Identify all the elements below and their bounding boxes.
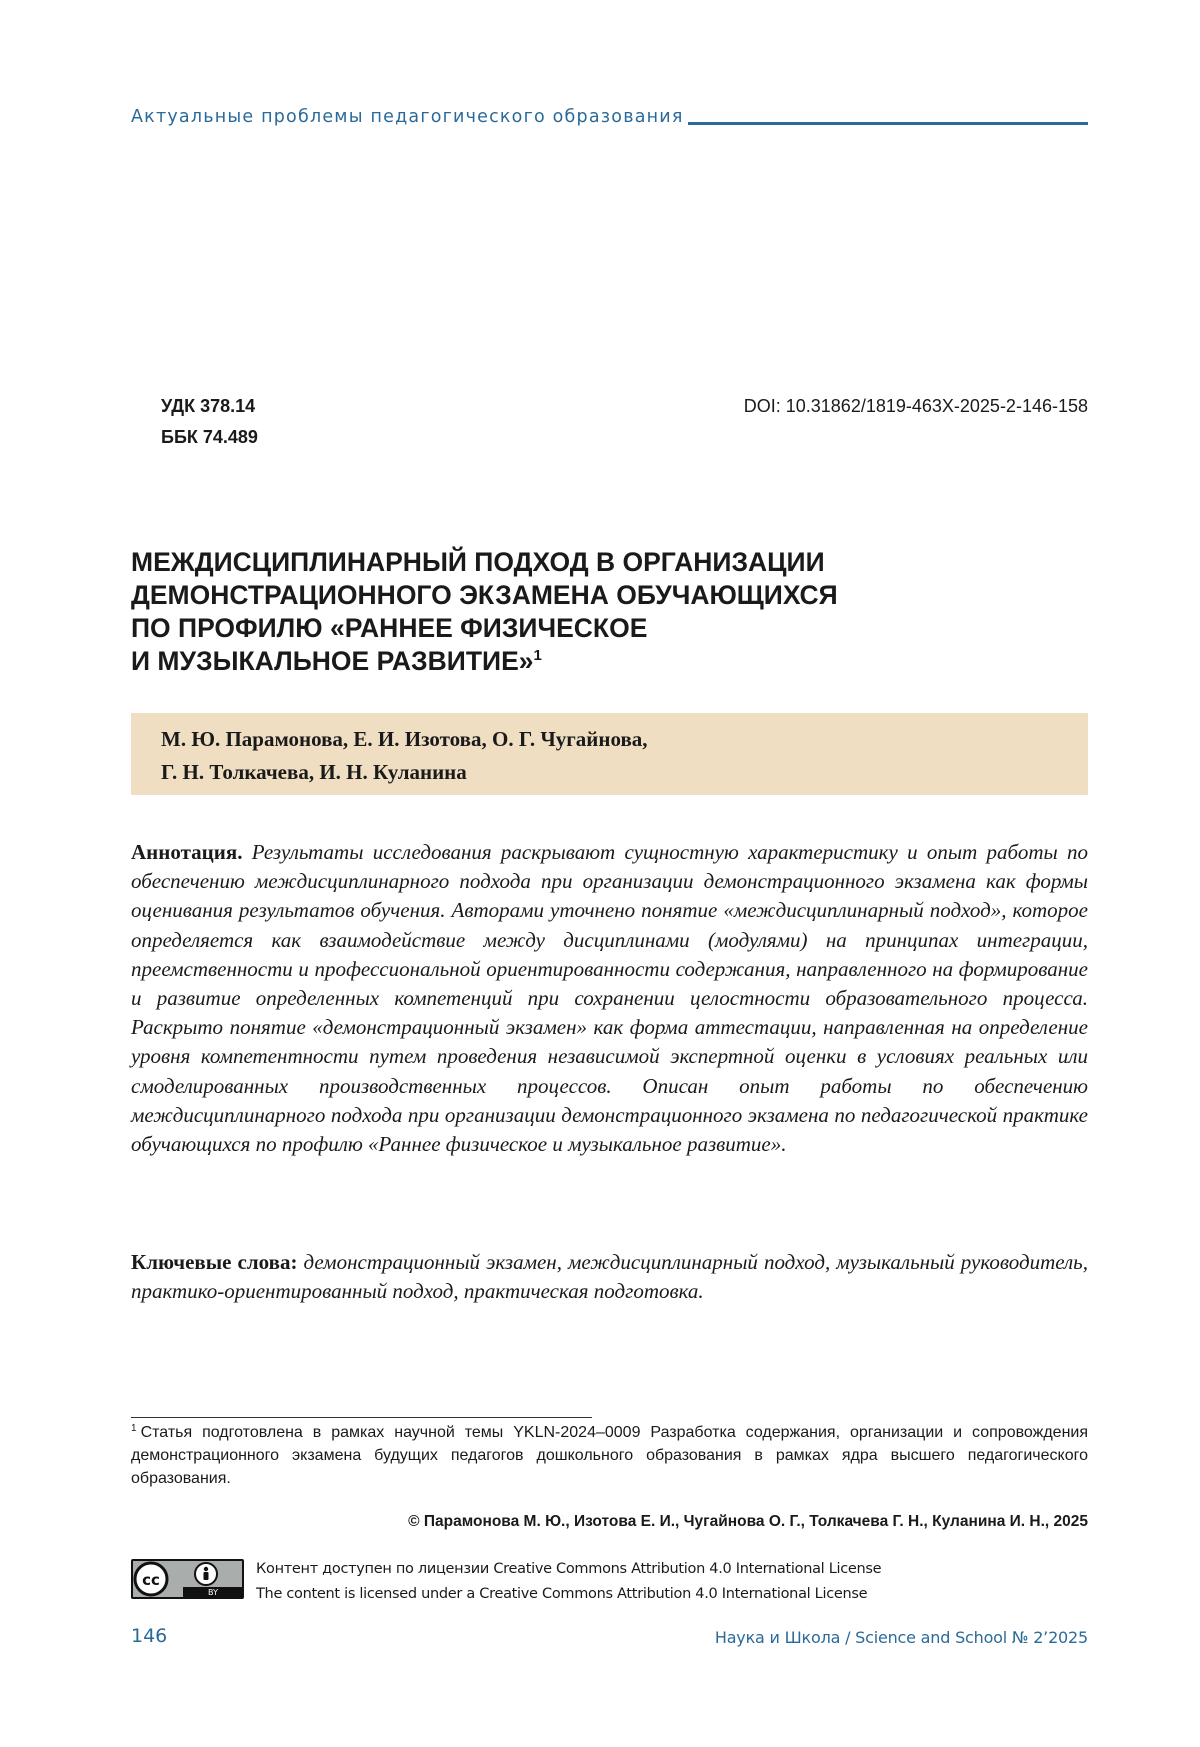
doi[interactable]: DOI: 10.31862/1819-463X-2025-2-146-158: [743, 396, 1088, 416]
cc-icon: [135, 1563, 167, 1595]
page-number: 146: [131, 1625, 168, 1647]
journal-info: Наука и Школа / Science and School № 2’2025: [714, 1628, 1088, 1647]
footnote-text: Статья подготовлена в рамках научной темы YKLN-2024–0009 Разработка содержания, организации и сопровождения демонстрационного экзамена будущих педагогов дошкольного образования в рамках ядра высшего педагогического образования.: [131, 1424, 1088, 1487]
cc-by-license-badge[interactable]: [131, 1559, 244, 1599]
annotation-label: Аннотация.: [131, 840, 243, 864]
article-title: [131, 546, 1031, 678]
svg-text:cc: cc: [142, 1571, 160, 1589]
title-line: ДЕМОНСТРАЦИОННОГО ЭКЗАМЕНА ОБУЧАЮЩИХСЯ: [131, 580, 838, 610]
license-line-ru[interactable]: Контент доступен по лицензии Creative Commons Attribution 4.0 International License: [256, 1561, 882, 1577]
footnote-mark: 1: [131, 1422, 137, 1434]
authors-line: М. Ю. Парамонова, Е. И. Изотова, О. Г. Чугайнова,: [161, 727, 648, 751]
badge-by-text: BY: [208, 1588, 218, 1597]
title-line: МЕЖДИСЦИПЛИНАРНЫЙ ПОДХОД В ОРГАНИЗАЦИИ: [131, 547, 825, 577]
title-line: [131, 645, 1031, 678]
footnote-rule: [131, 1417, 592, 1418]
annotation-text: Результаты исследования раскрывают сущностную характеристику и опыт работы по обеспечению междисциплинарного подхода при организации демонстрационного экзамена как формы оценивания результатов обучения. Авторами уточнено понятие «междисциплинарный подход», которое определяется как взаимодействие между дисциплинами (модулями) на принципах интеграции, преемственности и профессиональной ориентированности содержания, направленного на формирование и развитие определенных компетенций при сохранении целостности образовательного процесса. Раскрыто понятие «демонстрационный экзамен» как форма аттестации, направленная на определение уровня компетентности путем проведения независимой экспертной оценки в условиях реальных или смоделированных производственных процессов. Описан опыт работы по обеспечению междисциплинарного подхода при организации демонстрационного экзамена по педагогической практике обучающихся по профилю «Раннее физическое и музыкальное развитие».: [131, 840, 1089, 1157]
title-footnote-mark[interactable]: 1: [533, 647, 542, 665]
classification-codes: [161, 391, 258, 453]
footnote: [131, 1421, 1088, 1490]
copyright: © Парамонова М. Ю., Изотова Е. И., Чугайнова О. Г., Толкачева Г. Н., Куланина И. Н., 2025: [408, 1513, 1088, 1530]
license-line-en[interactable]: The content is licensed under a Creative Commons Attribution 4.0 International License: [256, 1586, 868, 1602]
license-text: [256, 1557, 881, 1607]
udk-code: УДК 378.14: [161, 396, 256, 416]
bbk-code: ББК 74.489: [161, 427, 258, 447]
annotation: [131, 838, 1088, 1159]
running-title: Актуальные проблемы педагогического образования: [131, 107, 684, 127]
running-header: [131, 104, 1088, 128]
header-rule: [688, 122, 1088, 125]
keywords-label: Ключевые слова:: [131, 1250, 298, 1274]
title-line-text: И МУЗЫКАЛЬНОЕ РАЗВИТИЕ»: [131, 646, 534, 676]
keywords-text: демонстрационный экзамен, междисциплинарный подход, музыкальный руководитель, практико-ориентированный подход, практическая подготовка.: [131, 1250, 1088, 1304]
authors-box: [131, 713, 1088, 795]
by-icon: [195, 1563, 217, 1585]
title-line: ПО ПРОФИЛЮ «РАННЕЕ ФИЗИЧЕСКОЕ: [131, 613, 648, 643]
authors-line: Г. Н. Толкачева, И. Н. Куланина: [161, 760, 467, 784]
keywords: [131, 1248, 1088, 1306]
